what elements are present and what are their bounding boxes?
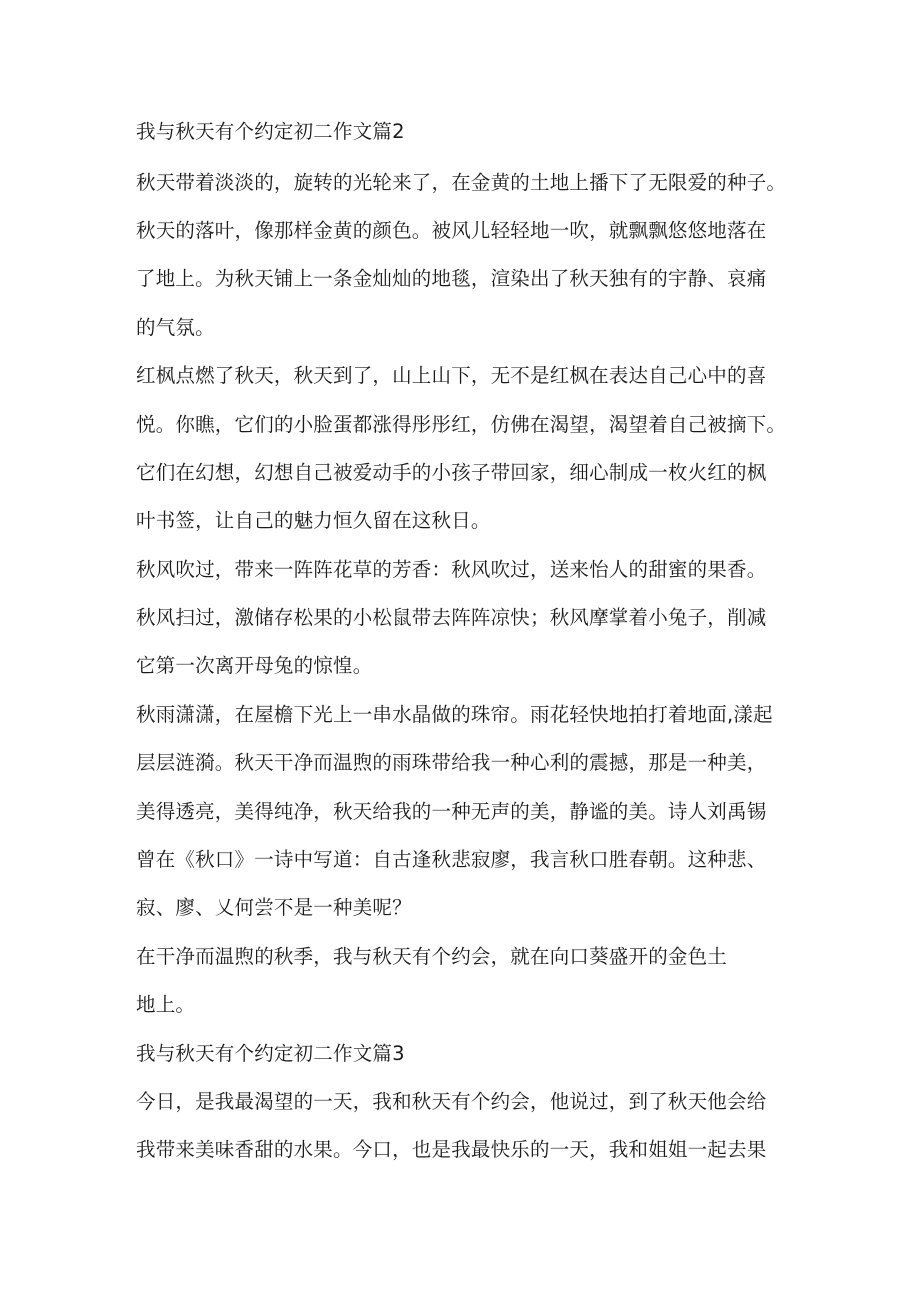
paragraph-line: 在干净而温煦的秋季，我与秋天有个约会，就在向口葵盛开的金色土 <box>136 945 728 968</box>
paragraph-line: 秋天的落叶，像那样金黄的颜色。被风儿轻轻地一吹，就飘飘悠悠地落在 <box>136 219 767 242</box>
paragraph-line: 红枫点燃了秋天，秋天到了，山上山下，无不是红枫在表达自己心中的喜 <box>136 364 767 387</box>
paragraph-line: 美得透亮，美得纯净，秋天给我的一种无声的美，静谧的美。诗人刘禹锡 <box>136 800 767 823</box>
paragraph-line: 秋风扫过，激储存松果的小松鼠带去阵阵凉快；秋风摩掌着小兔子，削减 <box>136 606 767 629</box>
paragraph-line: 的气氛。 <box>136 316 215 339</box>
paragraph-line: 我带来美味香甜的水果。今口，也是我最快乐的一天，我和姐姐一起去果 <box>136 1138 767 1161</box>
paragraph-line: 叶书签，让自己的魅力恒久留在这秋日。 <box>136 509 491 532</box>
paragraph-line: 它们在幻想，幻想自己被爱动手的小孩子带回家，细心制成一枚火红的枫 <box>136 461 767 484</box>
paragraph-line: 寂、廖、乂何尝不是一种美呢？ <box>136 896 412 919</box>
paragraph-line: 秋雨潇潇，在屋檐下光上一串水晶做的珠帘。雨花轻快地拍打着地面,漾起 <box>136 703 773 726</box>
paragraph-line: 秋天带着淡淡的，旋转的光轮来了，在金黄的土地上播下了无限爱的种子。 <box>136 171 787 194</box>
paragraph-line: 它第一次离开母兔的惊惶。 <box>136 654 373 677</box>
section-heading: 我与秋天有个约定初二作文篇3 <box>136 1042 405 1065</box>
paragraph-line: 秋风吹过，带来一阵阵花草的芳香：秋风吹过，送来怡人的甜蜜的果香。 <box>136 558 767 581</box>
paragraph-line: 悦。你瞧，它们的小脸蛋都涨得彤彤红，仿佛在渴望，渴望着自己被摘下。 <box>136 413 787 436</box>
paragraph-line: 地上。 <box>136 993 196 1016</box>
paragraph-line: 了地上。为秋天铺上一条金灿灿的地毯，渲染出了秋天独有的宇静、哀痛 <box>136 267 767 290</box>
paragraph-line: 今日，是我最渴望的一天，我和秋天有个约会，他说过，到了秋天他会给 <box>136 1090 767 1113</box>
paragraph-line: 层层涟漪。秋天干净而温煦的雨珠带给我一种心利的震撼，那是一种美， <box>136 751 767 774</box>
section-heading: 我与秋天有个约定初二作文篇2 <box>136 120 405 143</box>
paragraph-line: 曾在《秋口》一诗中写道：自古逢秋悲寂廖，我言秋口胜春朝。这种悲、 <box>136 848 767 871</box>
